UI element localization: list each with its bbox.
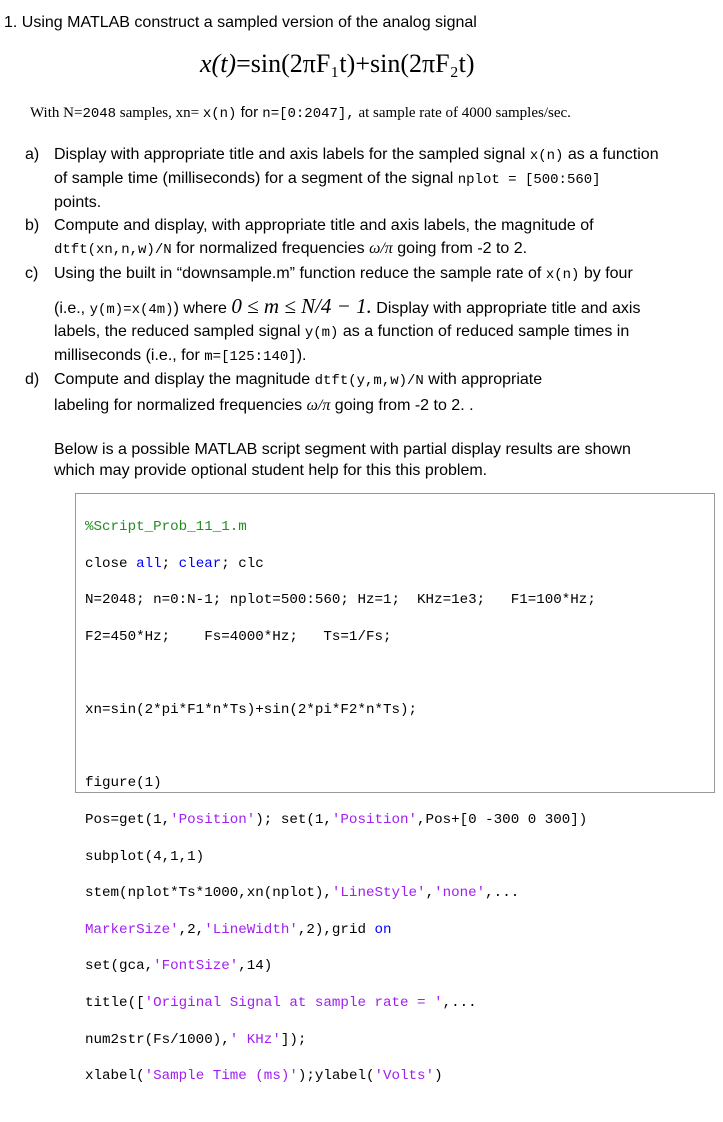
part-b-math: ω/π [369, 240, 393, 257]
part-c-line-2 [54, 294, 640, 319]
code-line-10: MarkerSize',2,'LineWidth',2),grid on [85, 921, 392, 938]
part-c-code: y(m) [304, 325, 339, 341]
part-c-letter: c) [25, 265, 39, 282]
matlab-code-box [75, 493, 715, 1085]
code-line-8: subplot(4,1,1) [85, 848, 205, 865]
given-text-2: samples, xn= [116, 105, 203, 121]
equation-lhs: x(t) [200, 49, 237, 78]
code-line-14: xlabel('Sample Time (ms)');ylabel('Volts') [85, 1068, 443, 1085]
part-c-text: labels, the reduced sampled signal [54, 323, 305, 340]
given-text-1: With N= [30, 105, 83, 121]
code-line-4: F2=450*Hz; Fs=4000*Hz; Ts=1/Fs; [85, 629, 392, 646]
part-c-text: as a function of reduced sample times in [338, 323, 630, 340]
code-line-3: N=2048; n=0:N-1; nplot=500:560; Hz=1; KHz=1e3; F1=100*Hz; [85, 592, 596, 609]
part-d-letter: d) [25, 371, 40, 388]
given-line [30, 104, 571, 122]
code-line-blank [85, 738, 596, 756]
code-line-6: figure(1) [85, 775, 162, 792]
part-a-letter: a) [25, 146, 40, 163]
part-b-text: for normalized frequencies [171, 240, 370, 257]
part-c-text: ). [296, 347, 307, 364]
code-line-7: Pos=get(1,'Position'); set(1,'Position',Pos+[0 -300 0 300]) [85, 812, 588, 829]
part-c-text: Display with appropriate title and axis [371, 300, 641, 317]
part-d-line-2 [54, 397, 474, 415]
given-code-1: 2048 [82, 106, 117, 122]
part-a-text: as a function [563, 146, 659, 163]
part-d-text: with appropriate [423, 371, 543, 388]
given-code-3: n=[0:2047], [262, 106, 355, 122]
part-d-text: going from -2 to 2. . [330, 397, 474, 414]
code-line-5: xn=sin(2*pi*F1*n*Ts)+sin(2*pi*F2*n*Ts); [85, 702, 418, 719]
part-b-letter: b) [25, 217, 40, 234]
part-d-text: labeling for normalized frequencies [54, 397, 307, 414]
code-line-11: set(gca,'FontSize',14) [85, 958, 273, 975]
part-c-code: y(m)=x(4m) [89, 302, 174, 318]
part-b-text: going from -2 to 2. [392, 240, 528, 257]
part-b-line-1: Compute and display, with appropriate title and axis labels, the magnitude of [54, 217, 594, 234]
given-code-2: x(n) [202, 106, 237, 122]
part-b-line-2 [54, 240, 527, 258]
part-b-code: dtft(xn,n,w)/N [54, 242, 172, 258]
equation-term2: sin(2πF₂t) [369, 49, 475, 78]
part-c-code: m=[125:140] [204, 349, 297, 365]
part-a-line-3: points. [54, 194, 102, 211]
code-lines [85, 500, 596, 1122]
given-text-3: for [236, 104, 263, 121]
part-d-line-1 [54, 371, 542, 389]
part-c-text: by four [579, 265, 633, 282]
part-a-code: nplot = [500:560] [457, 172, 601, 188]
part-c-code: x(n) [545, 267, 580, 283]
part-c-text: ) where [173, 300, 232, 317]
code-line-12: title(['Original Signal at sample rate = ',... [85, 995, 477, 1012]
given-text-4: at sample rate of 4000 samples/sec. [354, 105, 571, 121]
part-a-text: of sample time (milliseconds) for a segment of the signal [54, 170, 458, 187]
code-line-9: stem(nplot*Ts*1000,xn(nplot),'LineStyle','none',... [85, 885, 520, 902]
equation-term1: sin(2πF₁t) [250, 49, 356, 78]
part-a-line-2 [54, 170, 601, 188]
equation-equals: = [236, 49, 251, 78]
problem-heading: 1. Using MATLAB construct a sampled version of the analog signal [4, 14, 477, 31]
part-d-code: dtft(y,m,w)/N [314, 373, 424, 389]
part-c-line-4 [54, 347, 306, 365]
part-c-text: Using the built in “downsample.m” function reduce the sample rate of [54, 265, 546, 282]
part-d-math: ω/π [306, 397, 331, 414]
code-line-blank [85, 665, 596, 683]
signal-equation [200, 49, 475, 79]
part-a-text: Display with appropriate title and axis labels for the sampled signal [54, 146, 530, 163]
code-line-13: num2str(Fs/1000),' KHz']); [85, 1031, 307, 1048]
note-line-2: which may provide optional student help for this this problem. [54, 462, 488, 479]
note-line-1: Below is a possible MATLAB script segment with partial display results are shown [54, 441, 631, 458]
part-c-math: 0 ≤ m ≤ N/4 − 1. [231, 294, 372, 318]
part-c-text: milliseconds (i.e., for [54, 347, 205, 364]
code-comment: %Script_Prob_11_1.m [85, 519, 247, 536]
part-a-line-1 [54, 146, 659, 164]
part-c-line-1 [54, 265, 633, 283]
part-c-line-3 [54, 323, 629, 341]
equation-plus: + [355, 49, 370, 78]
code-line-1 [85, 518, 596, 536]
code-line-2: close all; clear; clc [85, 555, 264, 572]
part-c-text: (i.e., [54, 300, 90, 317]
part-d-text: Compute and display the magnitude [54, 371, 315, 388]
part-a-code: x(n) [529, 148, 564, 164]
